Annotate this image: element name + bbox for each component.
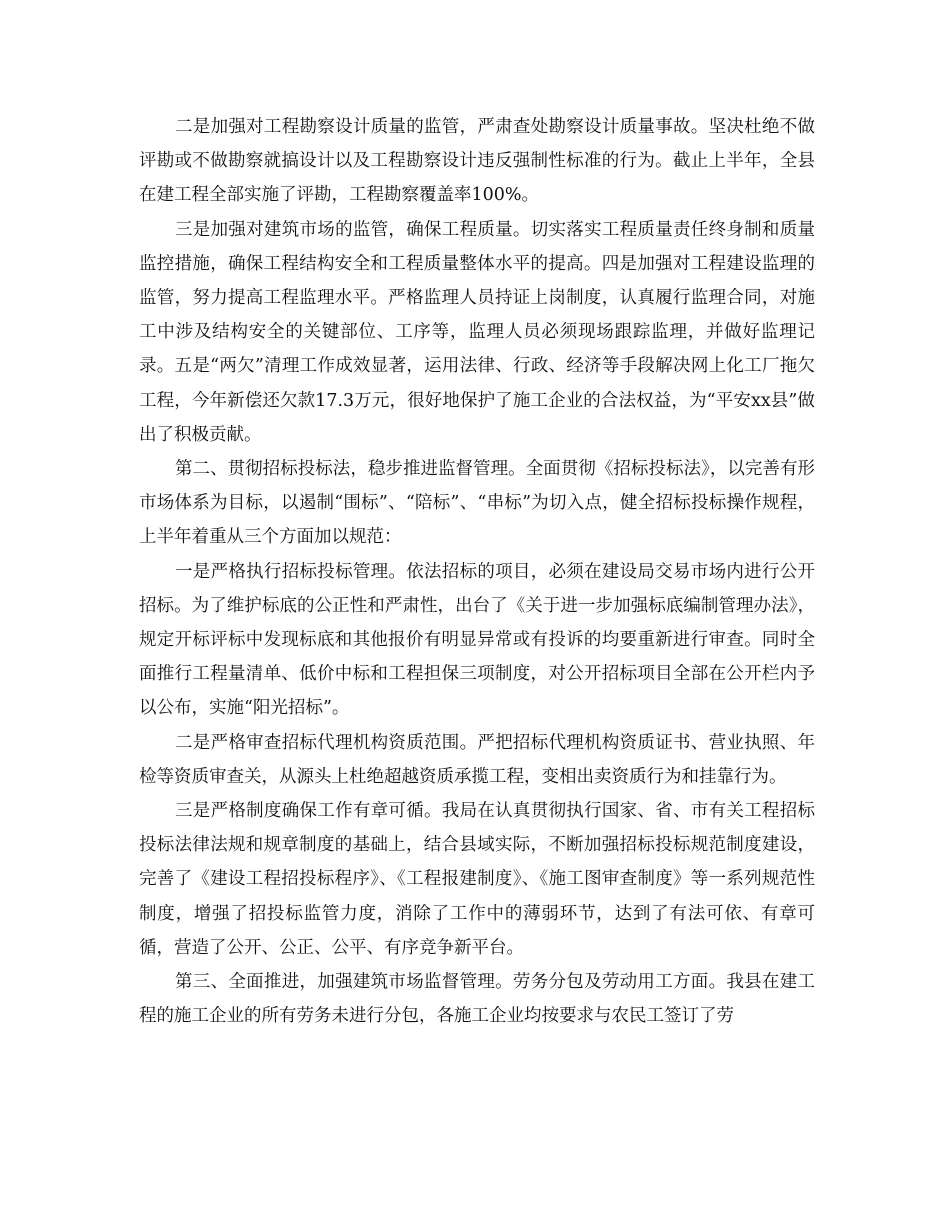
- paragraph-bidding-law: 第二、贯彻招标投标法，稳步推进监督管理。全面贯彻《招标投标法》，以完善有形市场体系为目标，以遏制“围标”、“陪标”、“串标”为切入点，健全招标投标操作规程，上半年着重从三个方面加以规范：: [139, 459, 815, 548]
- paragraph-regulation-system: 三是严格制度确保工作有章可循。我局在认真贯彻执行国家、省、市有关工程招标投标法律法规和规章制度的基础上，结合县域实际，不断加强招标投标规范制度建设，完善了《建设工程招投标程序》、《工程报建制度》、《施工图审查制度》等一系列规范性制度，增强了招投标监管力度，消除了工作中的薄弱环节，达到了有法可依、有章可循，营造了公开、公正、公平、有序竞争新平台。: [139, 801, 815, 958]
- paragraph-bidding-management: 一是严格执行招标投标管理。依法招标的项目，必须在建设局交易市场内进行公开招标。为了维护标底的公正性和严肃性，出台了《关于进一步加强标底编制管理办法》，规定开标评标中发现标底和其他报价有明显异常或有投诉的均要重新进行审查。同时全面推行工程量清单、低价中标和工程担保三项制度，对公开招标项目全部在公开栏内予以公布，实施“阳光招标”。: [139, 561, 815, 719]
- document-body: [139, 110, 815, 1033]
- paragraph-market-supervision: 三是加强对建筑市场的监管，确保工程质量。切实落实工程质量责任终身制和质量监控措施，确保工程结构安全和工程质量整体水平的提高。四是加强对工程建设监理的监管，努力提高工程监理水平。严格监理人员持证上岗制度，认真履行监理合同，对施工中涉及结构安全的关键部位、工序等，监理人员必须现场跟踪监理，并做好监理记录。五是“两欠”清理工作成效显著，运用法律、行政、经济等手段解决网上化工厂拖欠工程，今年新偿还欠款17.3万元，很好地保护了施工企业的合法权益，为“平安xx县”做出了积极贡献。: [139, 219, 815, 445]
- paragraph-labor-management: 第三、全面推进，加强建筑市场监督管理。劳务分包及劳动用工方面。我县在建工程的施工企业的所有劳务未进行分包，各施工企业均按要求与农民工签订了劳: [139, 972, 815, 1027]
- paragraph-agency-qualification: 二是严格审查招标代理机构资质范围。严把招标代理机构资质证书、营业执照、年检等资质审查关，从源头上杜绝超越资质承揽工程，变相出卖资质行为和挂靠行为。: [139, 732, 815, 787]
- paragraph-survey-design: 二是加强对工程勘察设计质量的监管，严肃查处勘察设计质量事故。坚决杜绝不做评勘或不做勘察就搞设计以及工程勘察设计违反强制性标准的行为。截止上半年，全县在建工程全部实施了评勘，工程勘察覆盖率100%。: [139, 117, 815, 206]
